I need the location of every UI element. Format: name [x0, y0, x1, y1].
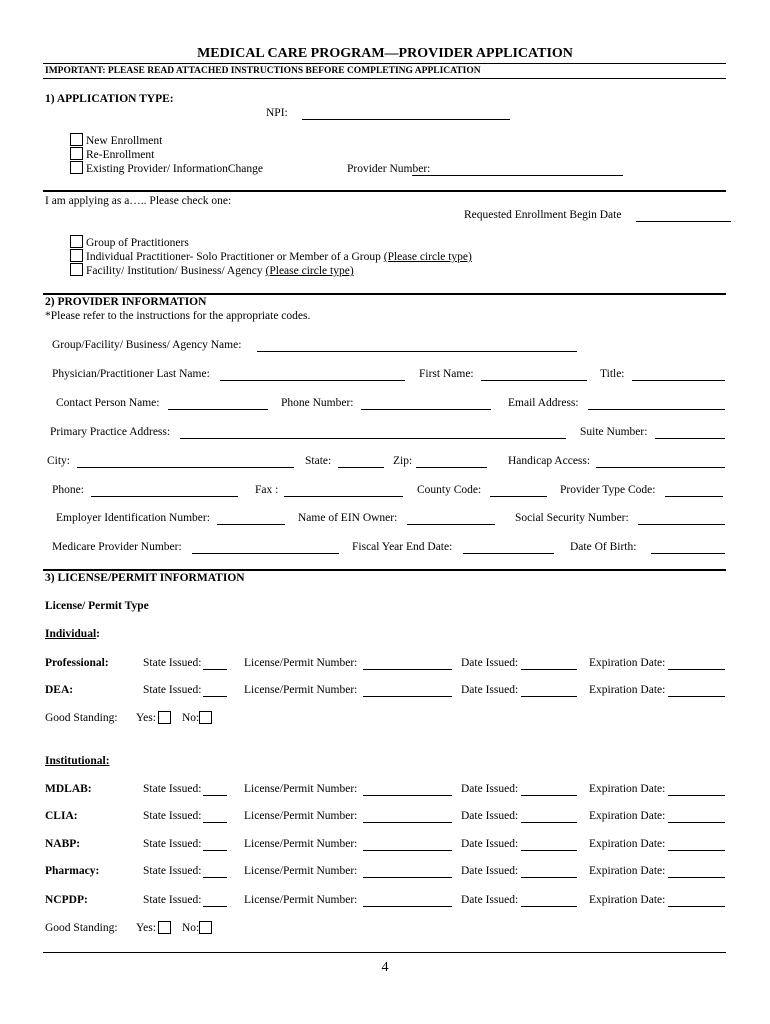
- title-label: Title:: [600, 368, 625, 380]
- phone-number-label: Phone Number:: [281, 397, 354, 409]
- state-issued-field[interactable]: [203, 906, 227, 907]
- state-issued-field[interactable]: [203, 850, 227, 851]
- license-number-field[interactable]: [363, 822, 452, 823]
- license-number-label: License/Permit Number:: [244, 684, 358, 696]
- good-standing-label: Good Standing:: [45, 712, 118, 724]
- dob-label: Date Of Birth:: [570, 541, 637, 553]
- email-field[interactable]: [588, 409, 725, 410]
- zip-field[interactable]: [416, 467, 487, 468]
- state-issued-label: State Issued:: [143, 783, 202, 795]
- license-number-label: License/Permit Number:: [244, 894, 358, 906]
- phone-label: Phone:: [52, 484, 84, 496]
- group-label: Group of Practitioners: [86, 237, 189, 249]
- institutional-heading: Institutional:: [45, 755, 110, 767]
- expiration-date-label: Expiration Date:: [589, 810, 666, 822]
- date-issued-field[interactable]: [521, 877, 577, 878]
- date-issued-field[interactable]: [521, 850, 577, 851]
- address-field[interactable]: [180, 438, 566, 439]
- new-enrollment-checkbox[interactable]: [70, 133, 83, 146]
- divider: [43, 78, 726, 79]
- section2-heading: 2) PROVIDER INFORMATION: [45, 296, 207, 308]
- re-enrollment-checkbox[interactable]: [70, 147, 83, 160]
- city-field[interactable]: [77, 467, 294, 468]
- medicare-label: Medicare Provider Number:: [52, 541, 182, 553]
- section2-note: *Please refer to the instructions for the appropriate codes.: [45, 310, 311, 322]
- provider-number-label: Provider Number:: [347, 163, 431, 175]
- divider: [43, 190, 726, 192]
- last-name-field[interactable]: [220, 380, 405, 381]
- individual-heading-colon: :: [96, 628, 100, 640]
- group-checkbox[interactable]: [70, 235, 83, 248]
- date-issued-label: Date Issued:: [461, 865, 519, 877]
- city-label: City:: [47, 455, 71, 467]
- zip-label: Zip:: [393, 455, 413, 467]
- suite-field[interactable]: [655, 438, 725, 439]
- npi-field[interactable]: [302, 119, 510, 120]
- license-number-field[interactable]: [363, 850, 452, 851]
- divider: [43, 952, 726, 953]
- state-issued-label: State Issued:: [143, 657, 202, 669]
- divider: [43, 63, 726, 64]
- date-issued-field[interactable]: [521, 669, 577, 670]
- expiration-date-field[interactable]: [668, 850, 725, 851]
- group-name-label: Group/Facility/ Business/ Agency Name:: [52, 339, 242, 351]
- contact-field[interactable]: [168, 409, 268, 410]
- state-issued-label: State Issued:: [143, 865, 202, 877]
- institutional-row-label: NABP:: [45, 838, 81, 850]
- date-issued-field[interactable]: [521, 906, 577, 907]
- no-label: No:: [182, 712, 200, 724]
- state-issued-field[interactable]: [203, 877, 227, 878]
- state-issued-field[interactable]: [203, 696, 227, 697]
- individual-heading: [45, 628, 100, 640]
- individual-heading-text: Individual: [45, 628, 97, 640]
- expiration-date-field[interactable]: [668, 696, 725, 697]
- expiration-date-label: Expiration Date:: [589, 657, 666, 669]
- existing-provider-label: Existing Provider/ InformationChange: [86, 163, 263, 175]
- begin-date-field[interactable]: [636, 221, 731, 222]
- individual-row-label: Professional:: [45, 657, 109, 669]
- institutional-row-label: MDLAB:: [45, 783, 92, 795]
- state-issued-label: State Issued:: [143, 684, 202, 696]
- date-issued-label: Date Issued:: [461, 810, 519, 822]
- applying-as-label: I am applying as a….. Please check one:: [45, 195, 232, 207]
- county-field[interactable]: [490, 496, 547, 497]
- date-issued-field[interactable]: [521, 822, 577, 823]
- state-field[interactable]: [338, 467, 384, 468]
- medicare-field[interactable]: [192, 553, 339, 554]
- dob-field[interactable]: [651, 553, 725, 554]
- handicap-field[interactable]: [596, 467, 725, 468]
- date-issued-label: Date Issued:: [461, 894, 519, 906]
- date-issued-label: Date Issued:: [461, 684, 519, 696]
- section3-heading: 3) LICENSE/PERMIT INFORMATION: [45, 572, 245, 584]
- individual-label: [86, 251, 472, 263]
- title-field[interactable]: [632, 380, 725, 381]
- facility-note: (Please circle type): [265, 265, 354, 277]
- license-number-label: License/Permit Number:: [244, 783, 358, 795]
- good-standing-no-checkbox-2[interactable]: [199, 921, 212, 934]
- ein-label: Employer Identification Number:: [56, 512, 210, 524]
- individual-checkbox[interactable]: [70, 249, 83, 262]
- important-notice: IMPORTANT: PLEASE READ ATTACHED INSTRUCTIONS BEFORE COMPLETING APPLICATION: [45, 66, 481, 76]
- expiration-date-label: Expiration Date:: [589, 865, 666, 877]
- ssn-label: Social Security Number:: [515, 512, 629, 524]
- provider-type-label: Provider Type Code:: [560, 484, 656, 496]
- no-label-2: No:: [182, 922, 200, 934]
- institutional-row-label: CLIA:: [45, 810, 78, 822]
- npi-label: NPI:: [266, 107, 288, 119]
- handicap-label: Handicap Access:: [508, 455, 591, 467]
- state-issued-label: State Issued:: [143, 838, 202, 850]
- phone-number-field[interactable]: [361, 409, 491, 410]
- license-number-field[interactable]: [363, 877, 452, 878]
- new-enrollment-label: New Enrollment: [86, 135, 163, 147]
- state-issued-field[interactable]: [203, 669, 227, 670]
- date-issued-label: Date Issued:: [461, 838, 519, 850]
- ein-owner-field[interactable]: [407, 524, 495, 525]
- good-standing-no-checkbox[interactable]: [199, 711, 212, 724]
- date-issued-field[interactable]: [521, 795, 577, 796]
- license-number-field[interactable]: [363, 795, 452, 796]
- individual-note: (Please circle type): [383, 251, 472, 263]
- individual-label-text: Individual Practitioner- Solo Practitioner or Member of a Group: [86, 251, 381, 263]
- license-number-label: License/Permit Number:: [244, 838, 358, 850]
- section1-heading: 1) APPLICATION TYPE:: [45, 93, 174, 105]
- individual-row-label: DEA:: [45, 684, 74, 696]
- date-issued-label: Date Issued:: [461, 783, 519, 795]
- license-number-label: License/Permit Number:: [244, 865, 358, 877]
- expiration-date-label: Expiration Date:: [589, 894, 666, 906]
- date-issued-field[interactable]: [521, 696, 577, 697]
- expiration-date-label: Expiration Date:: [589, 783, 666, 795]
- provider-type-field[interactable]: [665, 496, 723, 497]
- expiration-date-field[interactable]: [668, 669, 725, 670]
- good-standing-label-2: Good Standing:: [45, 922, 118, 934]
- ein-owner-label: Name of EIN Owner:: [298, 512, 398, 524]
- facility-label: [86, 265, 354, 277]
- contact-label: Contact Person Name:: [56, 397, 160, 409]
- facility-label-text: Facility/ Institution/ Business/ Agency: [86, 265, 263, 277]
- license-number-field[interactable]: [363, 696, 452, 697]
- license-number-field[interactable]: [363, 669, 452, 670]
- divider: [43, 293, 726, 295]
- ssn-field[interactable]: [638, 524, 725, 525]
- expiration-date-label: Expiration Date:: [589, 684, 666, 696]
- state-issued-field[interactable]: [203, 822, 227, 823]
- begin-date-label: Requested Enrollment Begin Date: [464, 209, 622, 221]
- suite-label: Suite Number:: [580, 426, 648, 438]
- first-name-field[interactable]: [481, 380, 587, 381]
- state-label: State:: [305, 455, 332, 467]
- existing-provider-checkbox[interactable]: [70, 161, 83, 174]
- license-type-label: License/ Permit Type: [45, 600, 149, 612]
- date-issued-label: Date Issued:: [461, 657, 519, 669]
- fiscal-label: Fiscal Year End Date:: [352, 541, 453, 553]
- form-title: MEDICAL CARE PROGRAM—PROVIDER APPLICATION: [197, 46, 573, 61]
- facility-checkbox[interactable]: [70, 263, 83, 276]
- good-standing-yes-checkbox[interactable]: [158, 711, 171, 724]
- expiration-date-field[interactable]: [668, 906, 725, 907]
- state-issued-field[interactable]: [203, 795, 227, 796]
- yes-label-2: Yes:: [136, 922, 156, 934]
- expiration-date-label: Expiration Date:: [589, 838, 666, 850]
- license-number-field[interactable]: [363, 906, 452, 907]
- ein-field[interactable]: [217, 524, 285, 525]
- license-number-label: License/Permit Number:: [244, 810, 358, 822]
- phone-field[interactable]: [91, 496, 238, 497]
- expiration-date-field[interactable]: [668, 877, 725, 878]
- re-enrollment-label: Re-Enrollment: [86, 149, 155, 161]
- good-standing-yes-checkbox-2[interactable]: [158, 921, 171, 934]
- email-label: Email Address:: [508, 397, 579, 409]
- first-name-label: First Name:: [419, 368, 474, 380]
- expiration-date-field[interactable]: [668, 795, 725, 796]
- fax-field[interactable]: [284, 496, 403, 497]
- page-number: 4: [381, 960, 389, 975]
- license-number-label: License/Permit Number:: [244, 657, 358, 669]
- group-name-field[interactable]: [257, 351, 577, 352]
- divider: [43, 569, 726, 571]
- county-label: County Code:: [417, 484, 482, 496]
- provider-number-field[interactable]: [412, 175, 623, 176]
- institutional-row-label: Pharmacy:: [45, 865, 100, 877]
- fax-label: Fax :: [255, 484, 279, 496]
- state-issued-label: State Issued:: [143, 810, 202, 822]
- fiscal-field[interactable]: [463, 553, 554, 554]
- address-label: Primary Practice Address:: [50, 426, 171, 438]
- institutional-row-label: NCPDP:: [45, 894, 88, 906]
- expiration-date-field[interactable]: [668, 822, 725, 823]
- yes-label: Yes:: [136, 712, 156, 724]
- last-name-label: Physician/Practitioner Last Name:: [52, 368, 210, 380]
- state-issued-label: State Issued:: [143, 894, 202, 906]
